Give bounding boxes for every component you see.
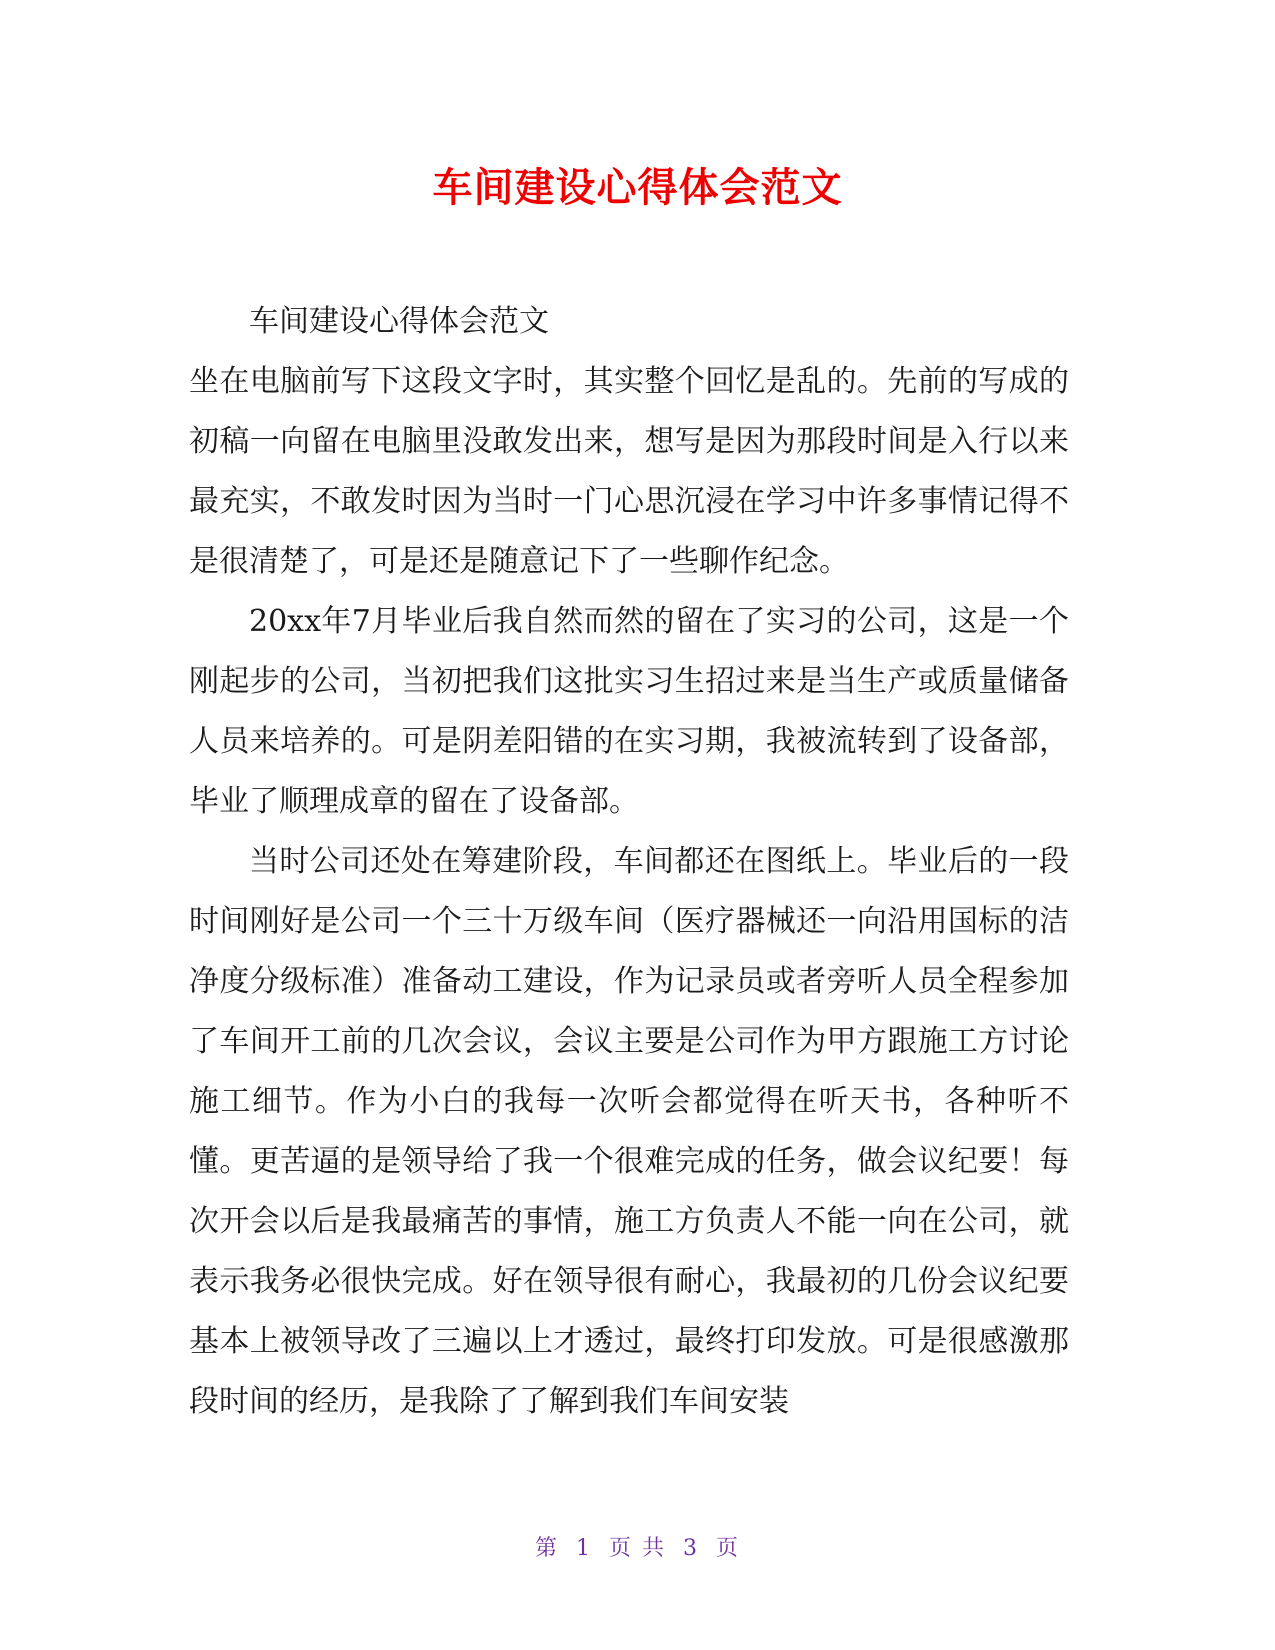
- footer-middle: 页 共: [609, 1536, 666, 1561]
- document-subtitle: 车间建设心得体会范文: [249, 304, 549, 339]
- footer-suffix: 页: [716, 1536, 741, 1561]
- document-title: 车间建设心得体会范文: [432, 165, 843, 211]
- paragraph-1: 坐在电脑前写下这段文字时，其实整个回忆是乱的。先前的写成的初稿一向留在电脑里没敢发出来，想写是因为那段时间是入行以来最充实，不敢发时因为当时一门心思沉浸在学习中许多事情记得不是很清楚了，可是还是随意记下了一些聊作纪念。: [189, 364, 1069, 579]
- footer-total-pages: 3: [683, 1536, 699, 1561]
- footer-page-number: 1: [576, 1536, 592, 1561]
- footer-prefix: 第: [534, 1536, 559, 1561]
- document-body: [189, 292, 1069, 1432]
- paragraph-3: 当时公司还处在筹建阶段，车间都还在图纸上。毕业后的一段时间刚好是公司一个三十万级车间（医疗器械还一向沿用国标的洁净度分级标准）准备动工建设，作为记录员或者旁听人员全程参加了车间开工前的几次会议，会议主要是公司作为甲方跟施工方讨论施工细节。作为小白的我每一次听会都觉得在听天书，各种听不懂。更苦逼的是领导给了我一个很难完成的任务，做会议纪要！每次开会以后是我最痛苦的事情，施工方负责人不能一向在公司，就表示我务必很快完成。好在领导很有耐心，我最初的几份会议纪要基本上被领导改了三遍以上才透过，最终打印发放。可是很感激那段时间的经历，是我除了了解到我们车间安装: [189, 844, 1069, 1419]
- page-footer: [0, 1534, 1275, 1564]
- paragraph-2: 20xx年7月毕业后我自然而然的留在了实习的公司，这是一个刚起步的公司，当初把我们这批实习生招过来是当生产或质量储备人员来培养的。可是阴差阳错的在实习期，我被流转到了设备部，毕业了顺理成章的留在了设备部。: [189, 604, 1069, 819]
